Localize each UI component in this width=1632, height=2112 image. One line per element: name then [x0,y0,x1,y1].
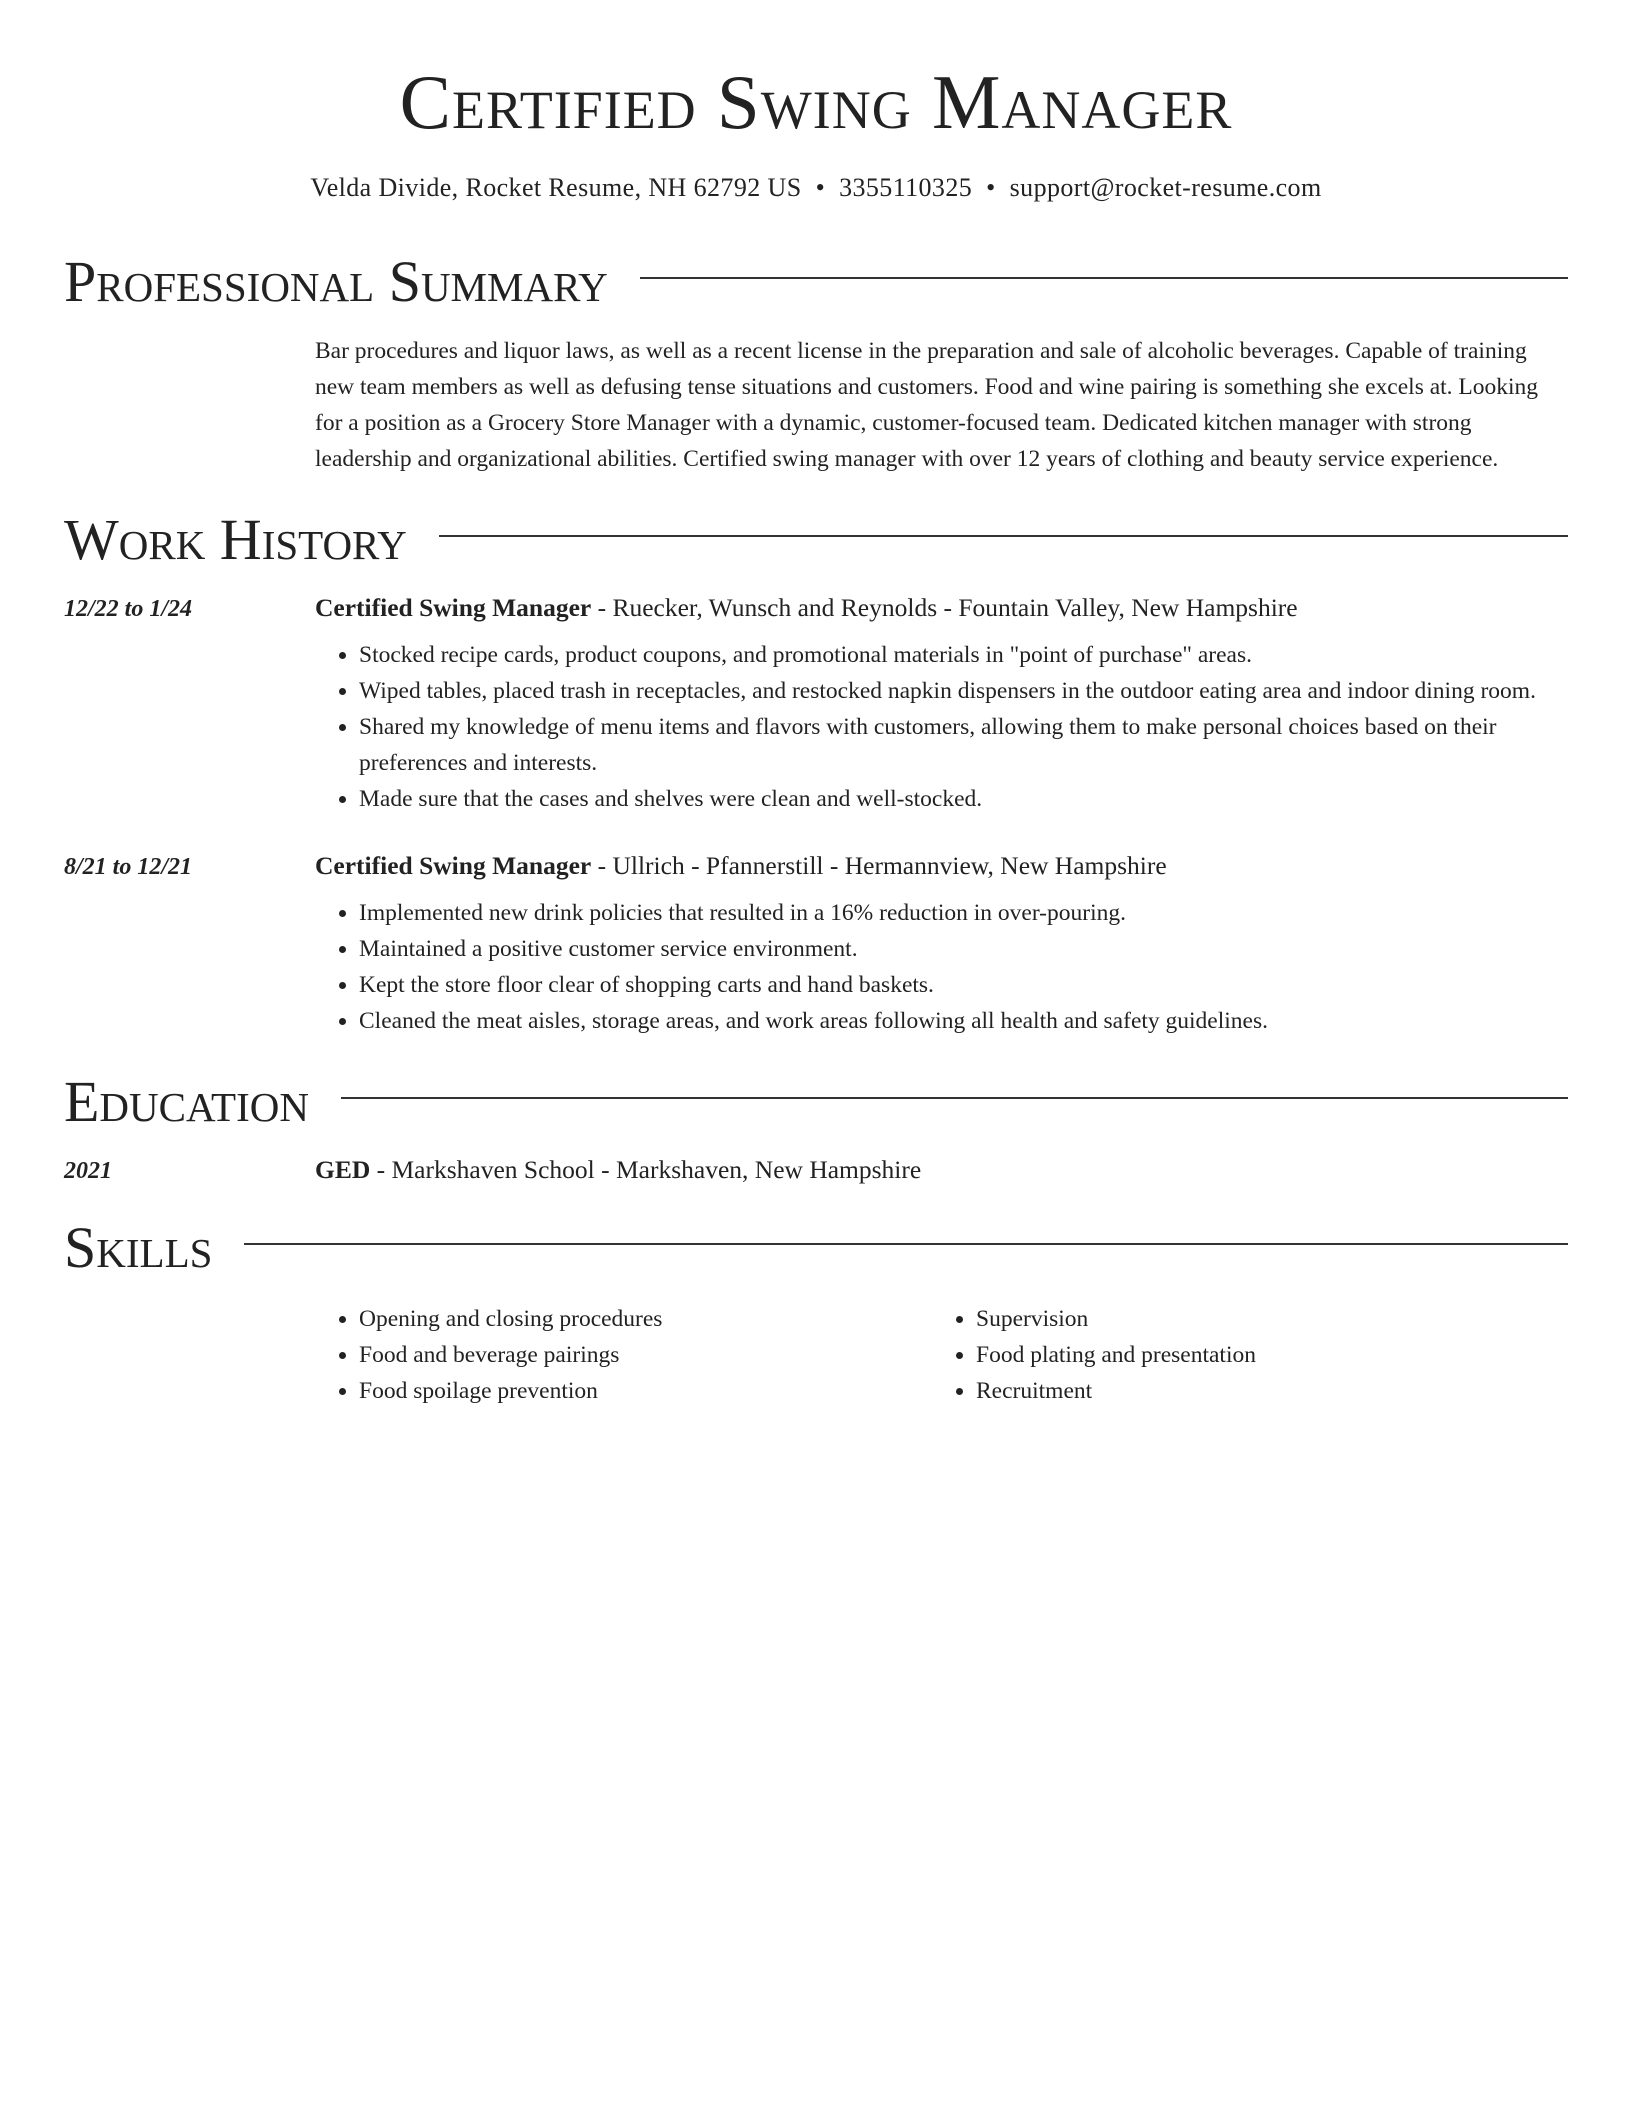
contact-email: support@rocket-resume.com [1009,173,1322,202]
section-title: Education [64,1069,309,1134]
education-year: 2021 [64,1158,112,1184]
section-title: Skills [64,1215,213,1280]
job-employer: - Ullrich - Pfannerstill - Hermannview, New Hampshire [591,851,1167,880]
job-title: Certified Swing Manager [315,851,592,880]
section-heading-skills [64,1215,1568,1280]
job-bullet: • Implemented new drink policies that resulted in a 16% reduction in over-pouring. [359,895,1568,931]
skill-item: • Supervision [976,1301,1549,1337]
skills-column-right [932,1301,1549,1409]
job-heading [315,851,1167,881]
resume-page [64,0,1568,1409]
skill-item: • Food and beverage pairings [359,1337,932,1373]
section-heading-education [64,1069,1568,1134]
skill-item: • Food plating and presentation [976,1337,1549,1373]
education-heading [315,1155,921,1185]
section-divider [341,1097,1568,1099]
job-bullet: • Maintained a positive customer service environment. [359,931,1568,967]
contact-line [64,173,1568,203]
section-title: Professional Summary [64,249,608,314]
section-divider [640,277,1568,279]
job-dates: 8/21 to 12/21 [64,854,193,880]
skill-item: • Recruitment [976,1373,1549,1409]
job-bullet: • Made sure that the cases and shelves were clean and well-stocked. [359,781,1568,817]
job-bullet: • Shared my knowledge of menu items and flavors with customers, allowing them to make personal choices based on their preferences and interests. [359,709,1568,781]
contact-separator: • [986,173,996,202]
contact-address: Velda Divide, Rocket Resume, NH 62792 US [310,173,802,202]
summary-text: Bar procedures and liquor laws, as well as a recent license in the preparation and sale of alcoholic beverages. Capable of training new team members as well as defusing tense situations and customers. Food and wine pairing is something she excels at. Looking for a position as a Grocery Store Manager with a dynamic, customer-focused team. Dedicated kitchen manager with strong leadership and organizational abilities. Certified swing manager with over 12 years of clothing and beauty service experience. [315,338,1539,472]
section-divider [439,535,1568,537]
job-bullet: • Cleaned the meat aisles, storage areas, and work areas following all health and safety guidelines. [359,1003,1568,1039]
education-degree: GED [315,1155,371,1184]
skills-list [315,1301,1568,1409]
skills-column-left [315,1301,932,1409]
contact-separator: • [815,173,826,202]
section-heading-summary [64,249,1568,314]
education-school: - Markshaven School - Markshaven, New Hampshire [370,1155,922,1184]
resume-name: Certified Swing Manager [399,59,1233,145]
job-entry [64,593,1568,817]
job-bullets [315,895,1568,1039]
education-entry [64,1155,1568,1185]
job-bullets [315,637,1568,817]
job-bullet: • Wiped tables, placed trash in receptacles, and restocked napkin dispensers in the outdoor eating area and indoor dining room. [359,673,1568,709]
job-employer: - Ruecker, Wunsch and Reynolds - Fountain Valley, New Hampshire [591,593,1298,622]
skill-item: • Food spoilage prevention [359,1373,932,1409]
contact-phone: 3355110325 [839,173,973,202]
section-title: Work History [64,507,407,572]
job-dates: 12/22 to 1/24 [64,596,193,622]
job-bullet: • Kept the store floor clear of shopping carts and hand baskets. [359,967,1568,1003]
job-entry [64,851,1568,1039]
section-heading-work-history [64,507,1568,572]
section-divider [244,1243,1568,1245]
job-heading [315,593,1298,623]
job-title: Certified Swing Manager [315,593,592,622]
job-bullet: • Stocked recipe cards, product coupons, and promotional materials in "point of purchase" areas. [359,637,1568,673]
skill-item: • Opening and closing procedures [359,1301,932,1337]
